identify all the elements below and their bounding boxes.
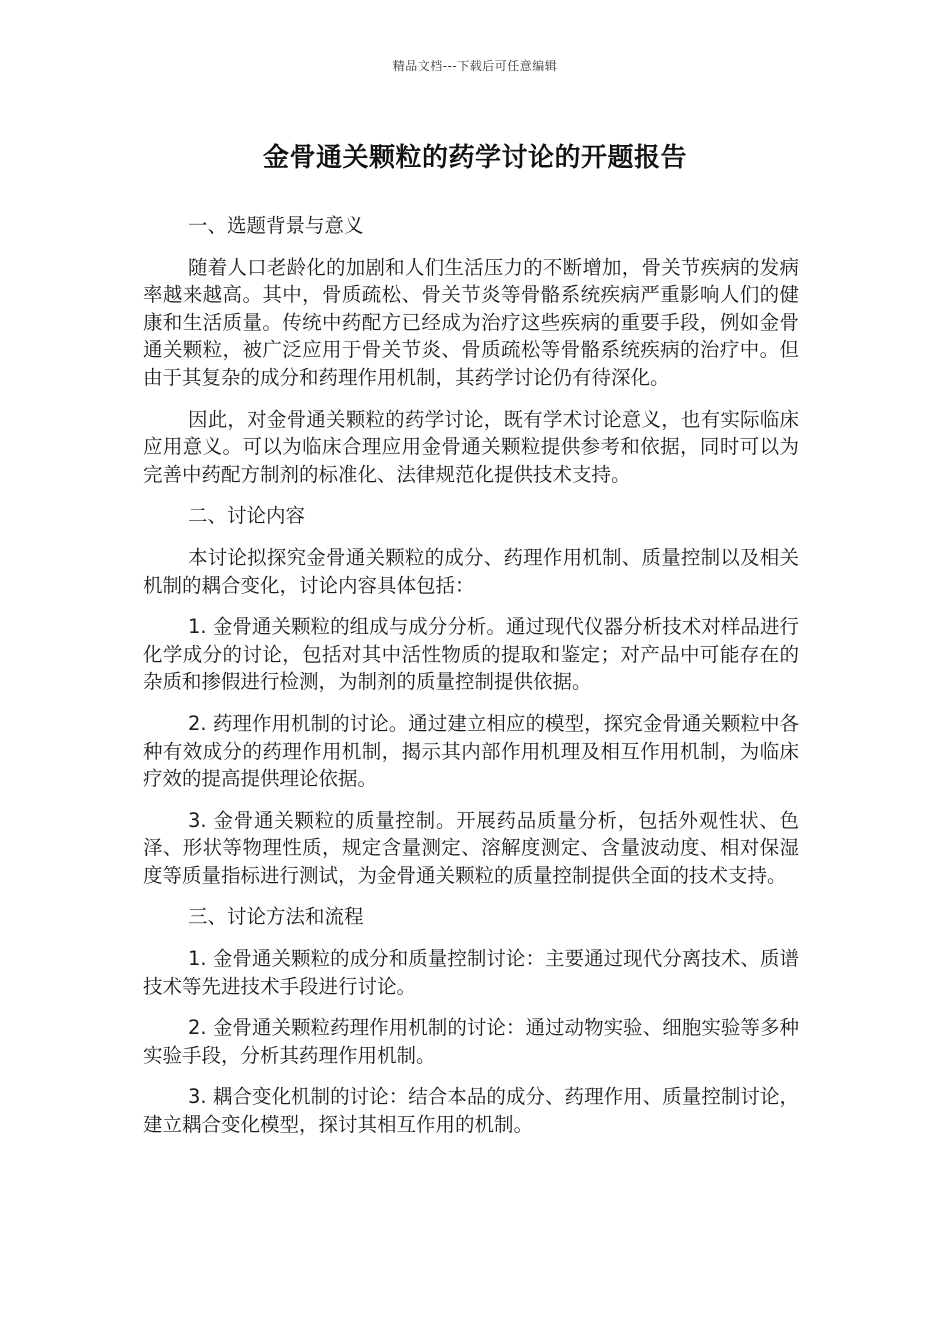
section-heading-background: 一、选题背景与意义 — [188, 214, 364, 237]
list-item-methods-2: 2. 金骨通关颗粒药理作用机制的讨论：通过动物实验、细胞实验等多种实验手段，分析其药理作用机制。 — [143, 1016, 799, 1067]
list-item-content-3: 3. 金骨通关颗粒的质量控制。开展药品质量分析，包括外观性状、色泽、形状等物理性质，规定含量测定、溶解度测定、含量波动度、相对保湿度等质量指标进行测试，为金骨通关颗粒的质量控制提供全面的技术支持。 — [143, 808, 799, 887]
list-item-content-1: 1. 金骨通关颗粒的组成与成分分析。通过现代仪器分析技术对样品进行化学成分的讨论，包括对其中活性物质的提取和鉴定；对产品中可能存在的杂质和掺假进行检测，为制剂的质量控制提供依据。 — [143, 615, 799, 694]
document-body — [143, 212, 799, 1153]
list-item-methods-3: 3. 耦合变化机制的讨论：结合本品的成分、药理作用、质量控制讨论，建立耦合变化模型，探讨其相互作用的机制。 — [143, 1085, 799, 1137]
page-title: 金骨通关颗粒的药学讨论的开题报告 — [262, 143, 687, 173]
section-heading-content: 二、讨论内容 — [188, 504, 306, 528]
header-note: 精品文档---下载后可任意编辑 — [392, 59, 558, 73]
paragraph-content-intro: 本讨论拟探究金骨通关颗粒的成分、药理作用机制、质量控制以及相关机制的耦合变化，讨论内容具体包括： — [143, 545, 799, 597]
list-item-content-2: 2. 药理作用机制的讨论。通过建立相应的模型，探究金骨通关颗粒中各种有效成分的药理作用机制，揭示其内部作用机理及相互作用机制，为临床疗效的提高提供理论依据。 — [143, 711, 799, 791]
paragraph-background-2: 因此，对金骨通关颗粒的药学讨论，既有学术讨论意义，也有实际临床应用意义。可以为临床合理应用金骨通关颗粒提供参考和依据，同时可以为完善中药配方制剂的标准化、法律规范化提供技术支持。 — [143, 407, 799, 486]
section-heading-methods: 三、讨论方法和流程 — [188, 905, 364, 929]
list-item-methods-1: 1. 金骨通关颗粒的成分和质量控制讨论：主要通过现代分离技术、质谱技术等先进技术手段进行讨论。 — [143, 947, 799, 998]
paragraph-background-1: 随着人口老龄化的加剧和人们生活压力的不断增加，骨关节疾病的发病率越来越高。其中，骨质疏松、骨关节炎等骨骼系统疾病严重影响人们的健康和生活质量。传统中药配方已经成为治疗这些疾病的重要手段，例如金骨通关颗粒，被广泛应用于骨关节炎、骨质疏松等骨骼系统疾病的治疗中。但由于其复杂的成分和药理作用机制，其药学讨论仍有待深化。 — [143, 255, 799, 389]
